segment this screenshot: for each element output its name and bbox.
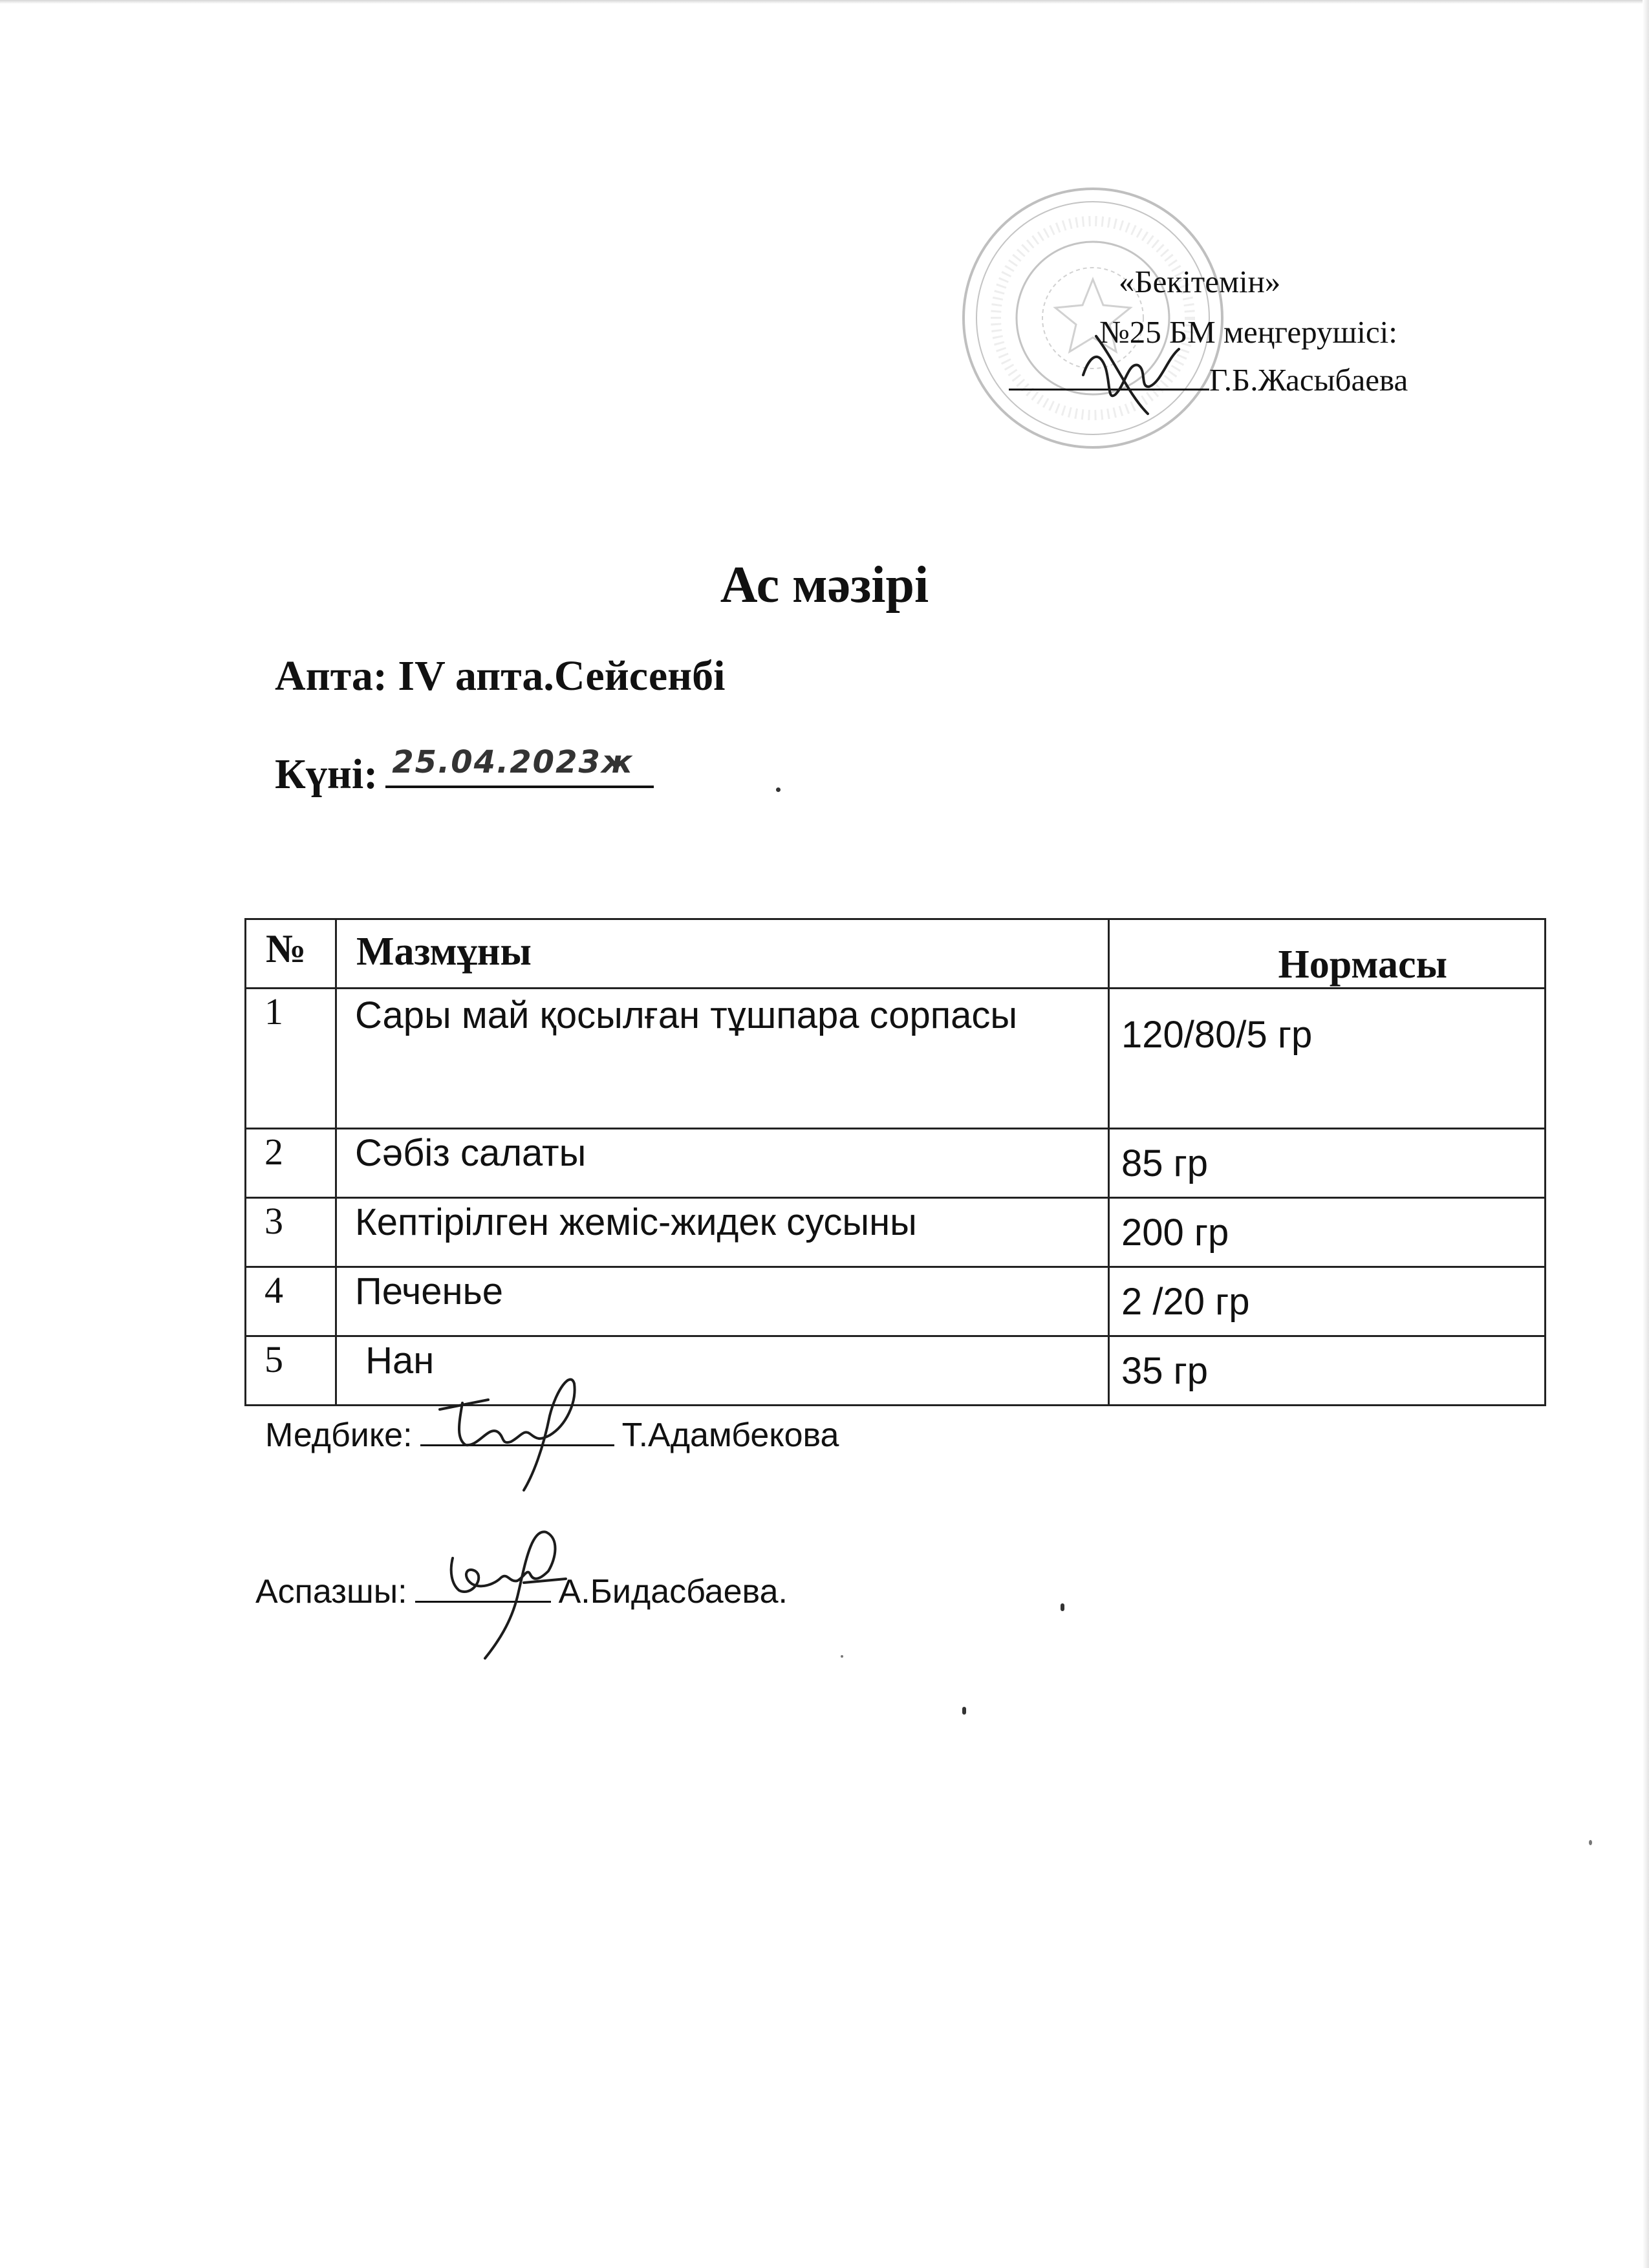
- cook-label: Аспазшы:: [255, 1573, 407, 1610]
- row-content: Кептірілген жеміс-жидек сусыны: [336, 1198, 1109, 1267]
- row-norm: 120/80/5 гр: [1109, 989, 1546, 1129]
- nurse-name: Т.Адамбекова: [621, 1417, 839, 1454]
- row-number: 5: [246, 1336, 336, 1406]
- scan-dot: [1061, 1603, 1064, 1611]
- row-number: 1: [246, 989, 336, 1129]
- row-number: 4: [246, 1267, 336, 1336]
- date-label: Күні:: [275, 751, 378, 798]
- row-norm: 2 /20 гр: [1109, 1267, 1546, 1336]
- menu-table: [244, 918, 1546, 1406]
- row-norm: 35 гр: [1109, 1336, 1546, 1406]
- row-content: Нан: [336, 1336, 1109, 1406]
- table-row: [246, 1198, 1546, 1267]
- cook-name: А.Бидасбаева.: [558, 1573, 788, 1610]
- scan-dot: [1589, 1840, 1592, 1845]
- nurse-label: Медбике:: [265, 1417, 413, 1454]
- row-content: Сары май қосылған тұшпара сорпасы: [336, 989, 1109, 1129]
- row-norm: 85 гр: [1109, 1129, 1546, 1198]
- scan-edge-right: [1643, 0, 1649, 2268]
- approval-sign-row: [1009, 361, 1408, 398]
- director-signature-icon: [1070, 323, 1200, 420]
- scan-edge-top: [0, 0, 1649, 4]
- approval-name: Г.Б.Жасыбаева: [1209, 362, 1408, 398]
- table-row: [246, 989, 1546, 1129]
- date-value: 25.04.2023ж: [392, 744, 634, 780]
- row-number: 2: [246, 1129, 336, 1198]
- table-row: [246, 1129, 1546, 1198]
- document-title: Ас мәзірі: [720, 557, 929, 614]
- row-number: 3: [246, 1198, 336, 1267]
- date-underline: [385, 740, 654, 788]
- approval-role: №25 БМ меңгерушісі:: [1099, 314, 1397, 350]
- scan-dot: [776, 787, 781, 792]
- row-content: Сәбіз салаты: [336, 1129, 1109, 1198]
- row-content: Печенье: [336, 1267, 1109, 1336]
- week-line: Апта: IV апта.Сейсенбі: [275, 652, 726, 700]
- scan-dot: [841, 1655, 843, 1658]
- nurse-signature-icon: [427, 1364, 608, 1493]
- cook-signature-icon: [427, 1513, 576, 1662]
- date-line: [275, 740, 654, 799]
- row-norm: 200 гр: [1109, 1198, 1546, 1267]
- header-norm: Нормасы: [1109, 919, 1546, 989]
- approval-title: «Бекітемін»: [1119, 264, 1281, 299]
- scan-dot: [962, 1707, 966, 1715]
- header-no: №: [246, 919, 336, 989]
- table-header-row: [246, 919, 1546, 989]
- approval-block: [1009, 255, 1526, 423]
- table-row: [246, 1267, 1546, 1336]
- header-content: Мазмұны: [336, 919, 1109, 989]
